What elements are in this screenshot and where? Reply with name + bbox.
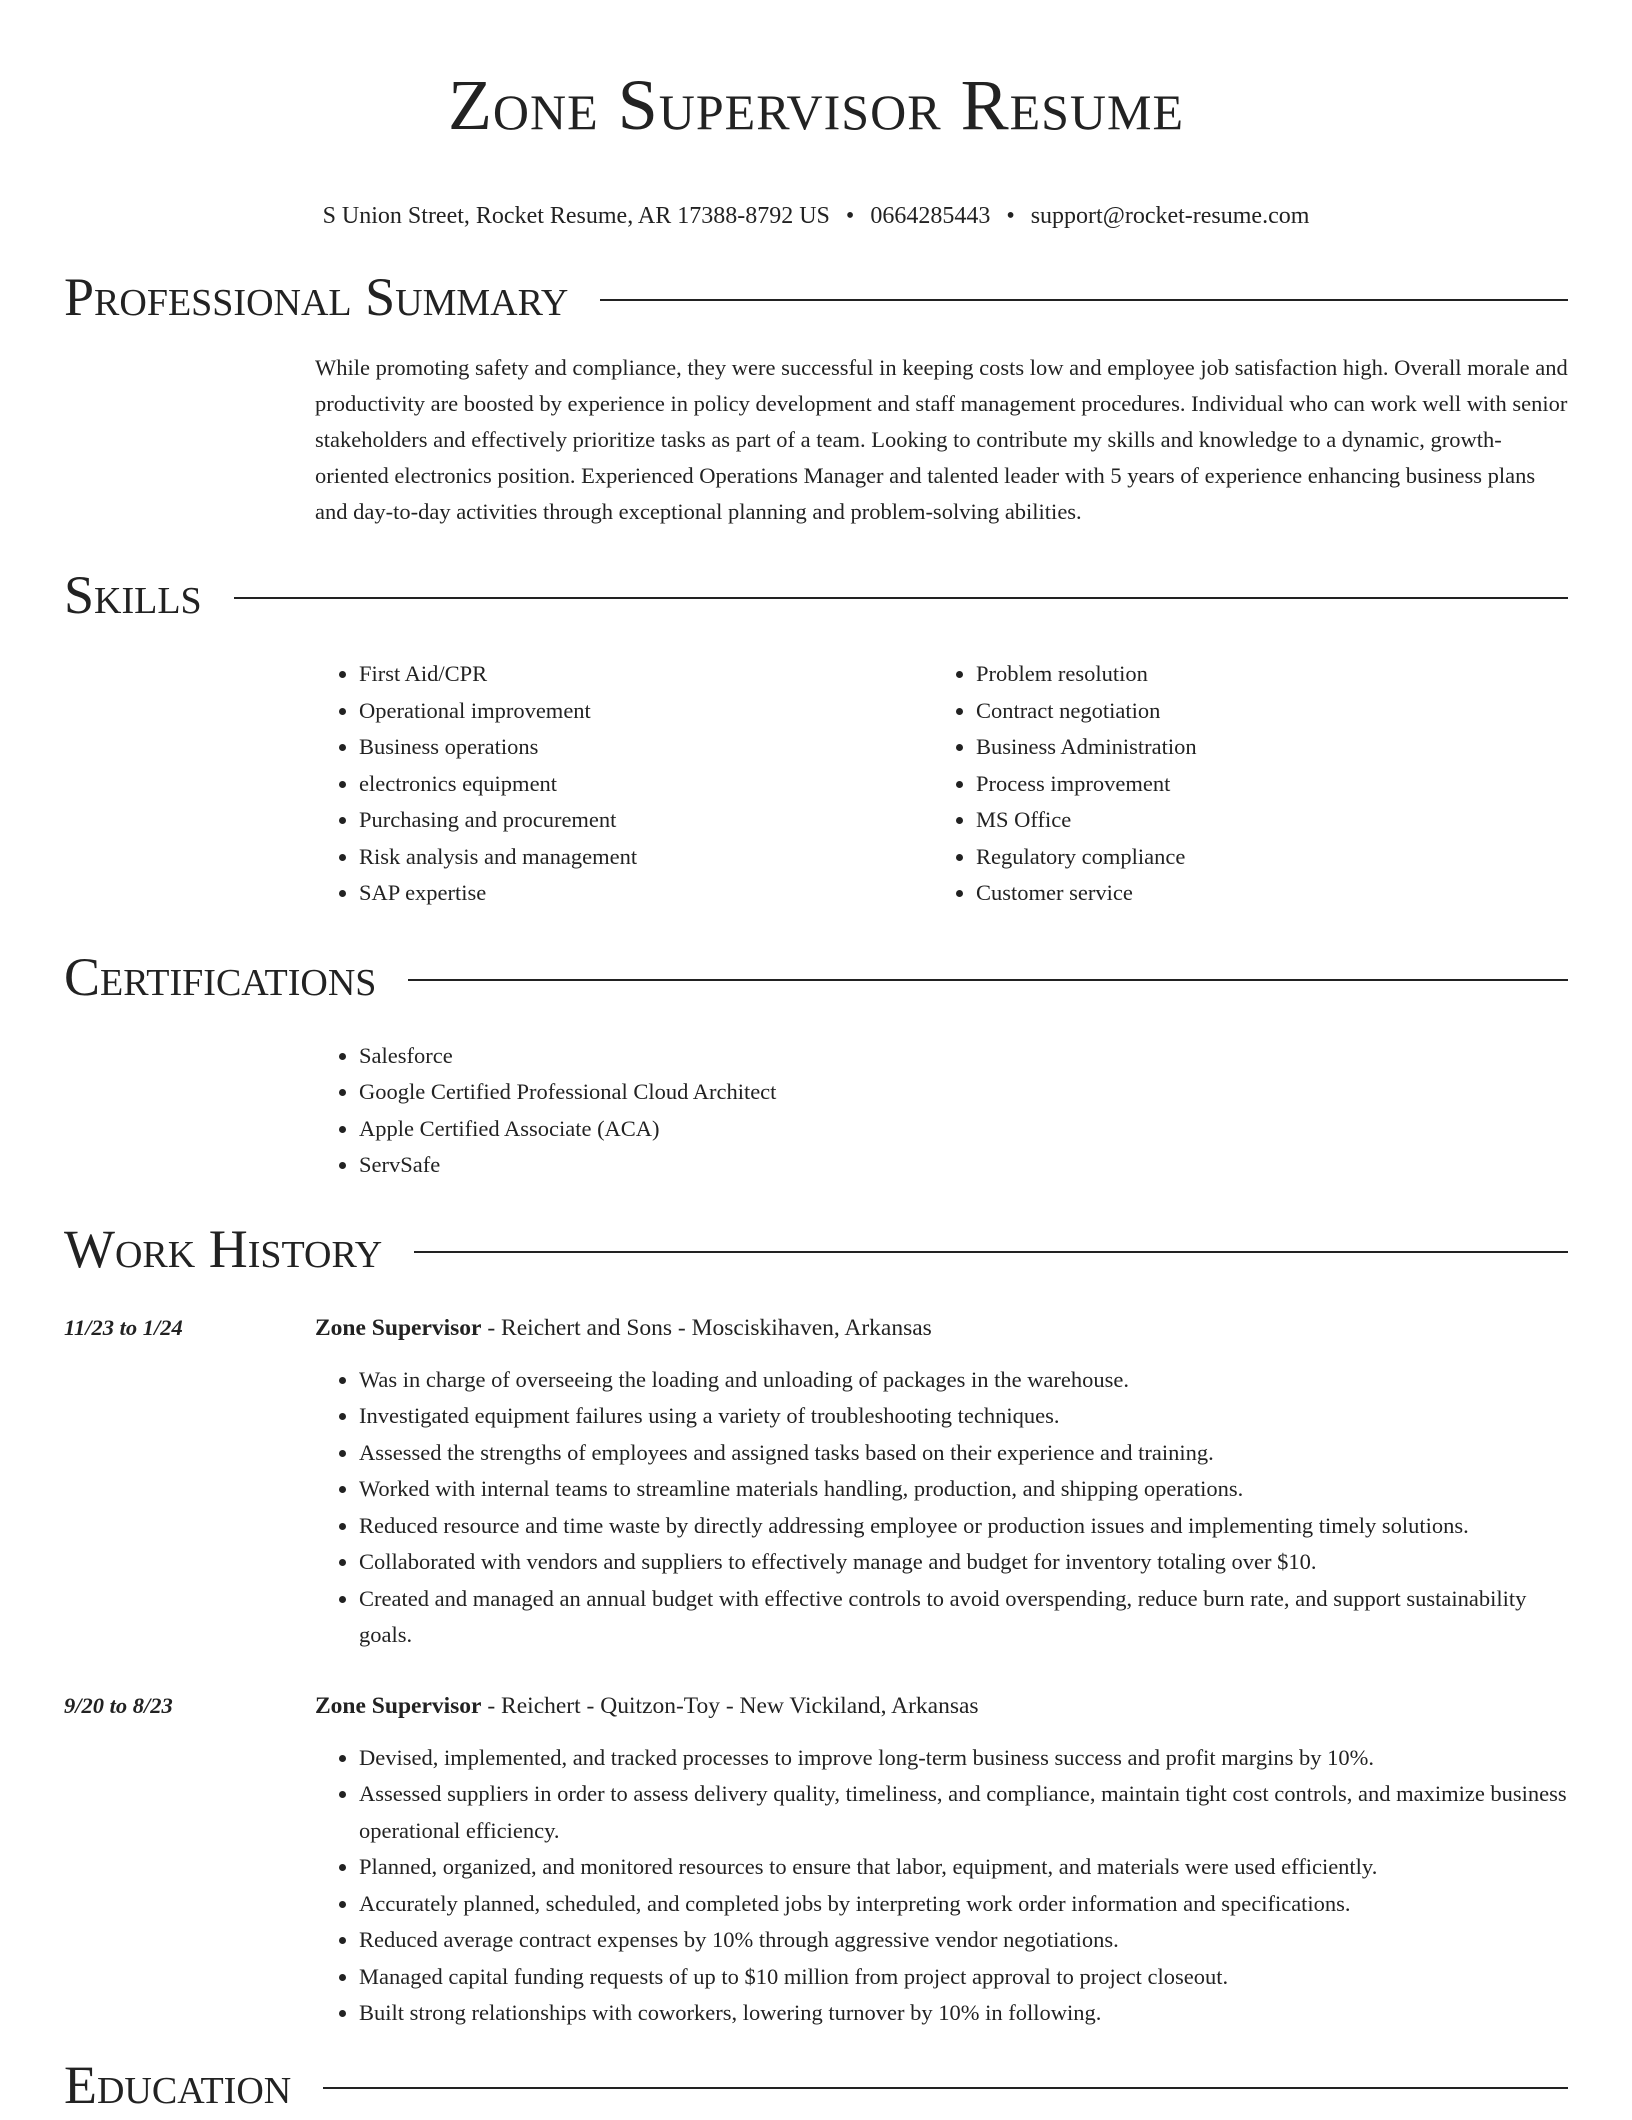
job-employer: - Reichert - Quitzon-Toy - New Vickiland, Arkansas <box>481 1692 979 1719</box>
section-title-skills: Skills <box>64 565 202 625</box>
job-title-line <box>315 1310 1568 1346</box>
job-duty: • Collaborated with vendors and suppliers to effectively manage and budget for inventory totaling over $10. <box>359 1544 1568 1581</box>
certification-item: • Apple Certified Associate (ACA) <box>359 1111 1568 1148</box>
job-title-line <box>315 1688 1568 1724</box>
section-header-skills <box>64 560 1568 630</box>
certification-item: • ServSafe <box>359 1147 1568 1184</box>
skills-column-right <box>932 656 1549 912</box>
job-duty: • Investigated equipment failures using a variety of troubleshooting techniques. <box>359 1398 1568 1435</box>
skill-item: • SAP expertise <box>359 875 932 912</box>
section-title-certifications: Certifications <box>64 946 377 1007</box>
skill-item: • Business operations <box>359 729 932 766</box>
skill-item: • Regulatory compliance <box>976 839 1549 876</box>
section-title-work-history: Work History <box>64 1218 383 1279</box>
job-duty: • Built strong relationships with coworkers, lowering turnover by 10% in following. <box>359 1995 1568 2032</box>
skill-item: • Business Administration <box>976 729 1549 766</box>
skill-item: • Purchasing and procurement <box>359 802 932 839</box>
skill-item: • First Aid/CPR <box>359 656 932 693</box>
contact-phone: 0664285443 <box>870 203 991 229</box>
job-duty: • Reduced average contract expenses by 10% through aggressive vendor negotiations. <box>359 1922 1568 1959</box>
contact-line <box>64 200 1568 232</box>
skill-item: • Process improvement <box>976 766 1549 803</box>
skill-item: • Customer service <box>976 875 1549 912</box>
job-duty: • Planned, organized, and monitored resources to ensure that labor, equipment, and materials were used efficiently. <box>359 1849 1568 1886</box>
section-header-summary <box>64 262 1568 332</box>
skill-item: • electronics equipment <box>359 766 932 803</box>
skill-item: • Risk analysis and management <box>359 839 932 876</box>
skills-column-left <box>315 656 932 912</box>
section-header-certifications <box>64 942 1568 1012</box>
section-divider <box>408 979 1568 981</box>
job-duty: • Assessed suppliers in order to assess delivery quality, timeliness, and compliance, maintain tight cost controls, and maximize business operational efficiency. <box>359 1776 1568 1849</box>
section-title-summary: Professional Summary <box>64 267 569 327</box>
job-employer: - Reichert and Sons - Mosciskihaven, Arkansas <box>481 1314 932 1341</box>
job-title: Zone Supervisor <box>315 1314 482 1341</box>
job-dates: 11/23 to 1/24 <box>64 1314 183 1340</box>
job-entry <box>64 1688 1568 2032</box>
job-duties <box>315 1740 1568 2032</box>
section-divider <box>600 299 1568 301</box>
resume-title: Zone Supervisor Resume <box>447 65 1185 145</box>
summary-text: While promoting safety and compliance, they were successful in keeping costs low and employee job satisfaction high. Overall morale and productivity are boosted by experience in policy development and staff management procedures. Individual who can work well with senior stakeholders and effectively prioritize tasks as part of a team. Looking to contribute my skills and knowledge to a dynamic, growth-oriented electronics position. Experienced Operations Manager and talented leader with 5 years of experience enhancing business plans and day-to-day activities through exceptional planning and problem-solving abilities. <box>315 355 1568 524</box>
job-entry <box>64 1310 1568 1654</box>
job-duty: • Accurately planned, scheduled, and completed jobs by interpreting work order information and specifications. <box>359 1886 1568 1923</box>
job-duty: • Worked with internal teams to streamline materials handling, production, and shipping operations. <box>359 1471 1568 1508</box>
certification-item: • Salesforce <box>359 1038 1568 1075</box>
job-duty: • Created and managed an annual budget with effective controls to avoid overspending, reduce burn rate, and support sustainability goals. <box>359 1581 1568 1654</box>
job-body <box>315 1688 1568 2032</box>
job-title: Zone Supervisor <box>315 1692 482 1719</box>
contact-separator: • <box>1006 203 1015 229</box>
skill-item: • Operational improvement <box>359 693 932 730</box>
certification-item: • Google Certified Professional Cloud Architect <box>359 1074 1568 1111</box>
job-duty: • Devised, implemented, and tracked processes to improve long-term business success and profit margins by 10%. <box>359 1740 1568 1777</box>
job-duty: • Managed capital funding requests of up to $10 million from project approval to project closeout. <box>359 1959 1568 1996</box>
contact-address: S Union Street, Rocket Resume, AR 17388-8792 US <box>322 203 830 229</box>
section-header-education <box>64 2050 1568 2120</box>
skill-item: • Contract negotiation <box>976 693 1549 730</box>
certifications-list <box>315 1038 1568 1184</box>
skill-item: • MS Office <box>976 802 1549 839</box>
job-duty: • Assessed the strengths of employees and assigned tasks based on their experience and training. <box>359 1435 1568 1472</box>
contact-email: support@rocket-resume.com <box>1030 203 1310 229</box>
section-header-work-history <box>64 1214 1568 1284</box>
section-title-education: Education <box>64 2054 292 2115</box>
job-duties <box>315 1362 1568 1654</box>
job-duty: • Reduced resource and time waste by directly addressing employee or production issues and implementing timely solutions. <box>359 1508 1568 1545</box>
job-duty: • Was in charge of overseeing the loading and unloading of packages in the warehouse. <box>359 1362 1568 1399</box>
section-divider <box>234 597 1568 599</box>
job-body <box>315 1310 1568 1654</box>
skills-list <box>315 656 1568 912</box>
contact-separator: • <box>845 203 855 229</box>
job-dates: 9/20 to 8/23 <box>64 1692 173 1718</box>
section-divider <box>323 2087 1568 2089</box>
section-divider <box>414 1251 1568 1253</box>
skill-item: • Problem resolution <box>976 656 1549 693</box>
